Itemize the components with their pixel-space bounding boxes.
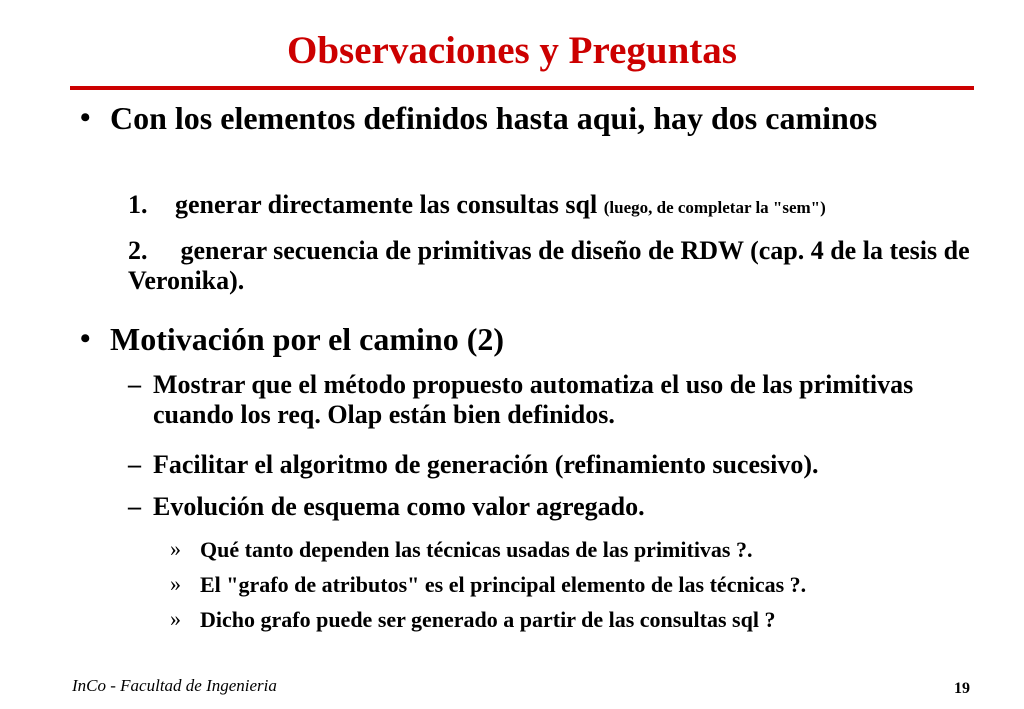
sub-item-1 [170,537,970,563]
bullet-1 [80,100,980,136]
dash-item-3-text: Evolución de esquema como valor agregado. [153,492,645,521]
numbered-item-1 [128,190,988,223]
dash-item-2 [128,450,988,480]
dash-item-1-text: Mostrar que el método propuesto automatiza el uso de las primitivas cuando los req. Olap están bien definidos. [153,370,914,429]
bullet-2-text: Motivación por el camino (2) [110,321,505,357]
sub-item-2 [170,572,970,598]
bullet-1-text: Con los elementos definidos hasta aqui, hay dos caminos [110,100,878,136]
dash-marker: – [128,450,141,479]
numbered-item-2 [128,236,978,296]
page-number: 19 [954,680,970,697]
item-number: 2. [128,236,148,265]
sub-item-1-text: Qué tanto dependen las técnicas usadas de las primitivas ?. [200,537,753,562]
bullet-marker: • [80,101,91,134]
sub-item-3 [170,607,970,633]
numbered-item-1-note: (luego, de completar la "sem") [603,198,826,217]
dash-item-2-text: Facilitar el algoritmo de generación (refinamiento sucesivo). [153,450,819,479]
sub-item-3-text: Dicho grafo puede ser generado a partir de las consultas sql ? [200,607,776,632]
bullet-2 [80,321,980,357]
raquo-marker: » [170,571,181,596]
raquo-marker: » [170,606,181,631]
numbered-item-2-text: generar secuencia de primitivas de diseño de RDW (cap. 4 de la tesis de Veronika). [128,236,970,295]
title-underline [70,86,974,90]
numbered-item-1-text: generar directamente las consultas sql [175,190,598,219]
bullet-marker: • [80,322,91,355]
dash-item-3 [128,492,988,522]
dash-item-1 [128,370,958,430]
item-number: 1. [128,190,148,219]
raquo-marker: » [170,536,181,561]
dash-marker: – [128,370,141,399]
footer-institution: InCo - Facultad de Ingenieria [72,676,277,695]
sub-item-2-text: El "grafo de atributos" es el principal elemento de las técnicas ?. [200,572,807,597]
slide-title: Observaciones y Preguntas [287,29,737,72]
dash-marker: – [128,492,141,521]
